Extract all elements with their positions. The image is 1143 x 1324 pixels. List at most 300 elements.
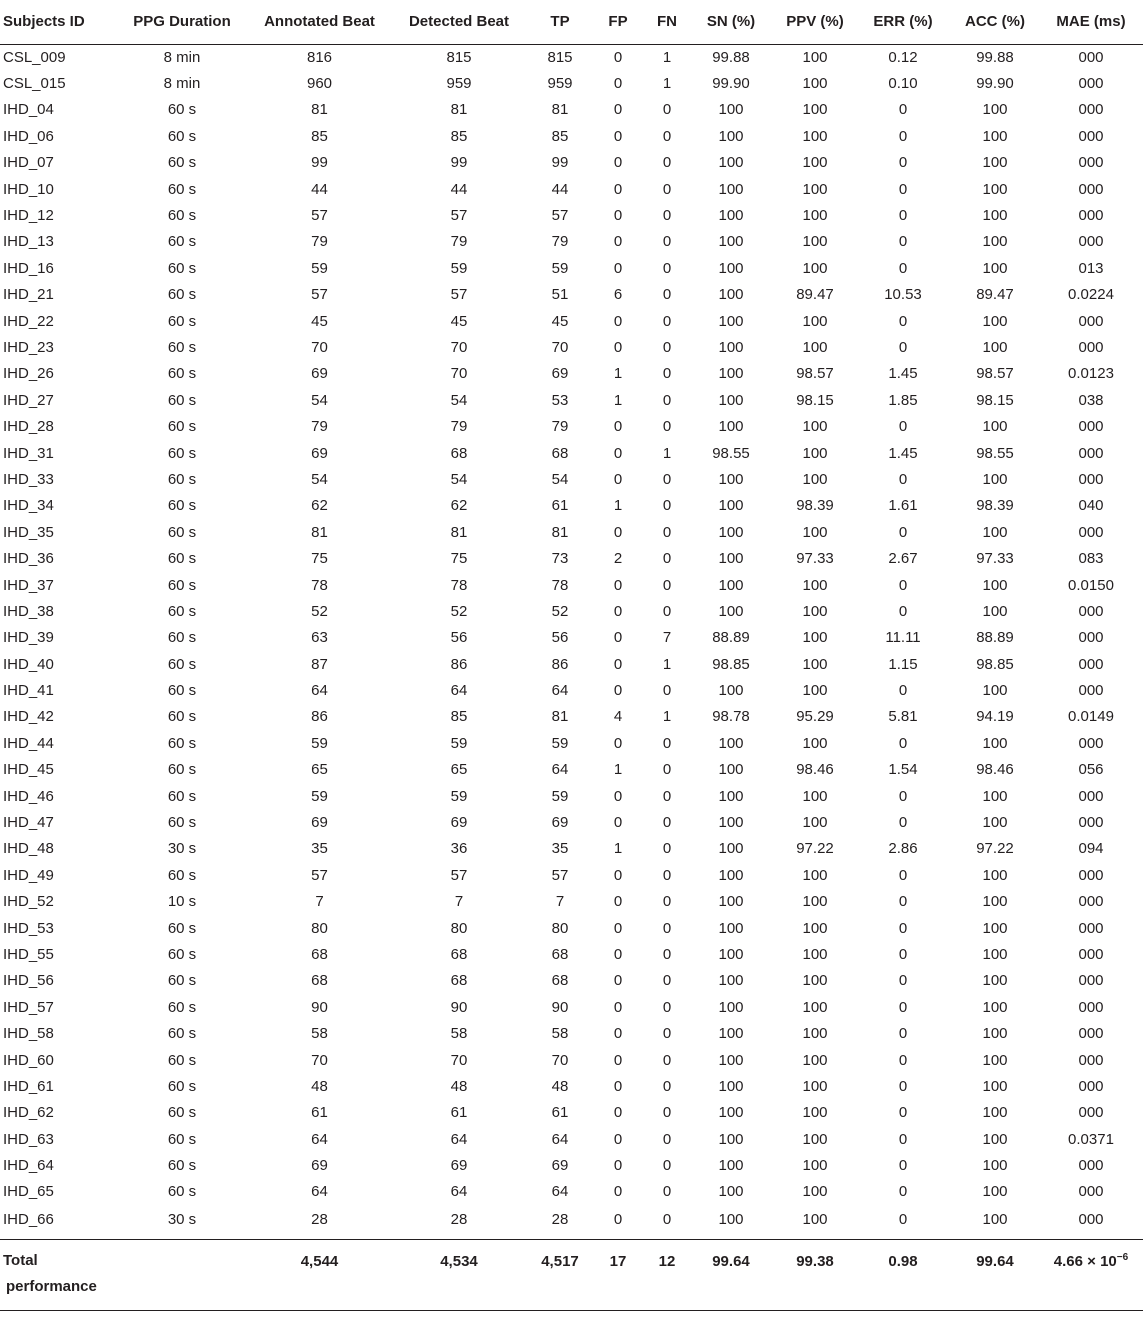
table-row — [0, 334, 1143, 360]
table-cell: 100 — [982, 127, 1008, 145]
table-cell: 100 — [982, 998, 1008, 1016]
table-cell: 0 — [662, 761, 672, 779]
table-cell: 60 s — [167, 814, 197, 832]
table-cell: 0 — [662, 1130, 672, 1148]
table-cell: 100 — [982, 233, 1008, 251]
table-cell: 94.19 — [976, 708, 1014, 726]
table-cell: 60 s — [167, 233, 197, 251]
table-cell: 100 — [718, 127, 744, 145]
table-cell: 64 — [551, 1183, 569, 1201]
table-cell: 4 — [613, 708, 623, 726]
table-cell: 0 — [898, 523, 908, 541]
table-cell: IHD_63 — [3, 1130, 54, 1148]
table-row — [0, 176, 1143, 202]
table-cell: 60 s — [167, 972, 197, 990]
table-cell: 64 — [551, 761, 569, 779]
table-cell: 59 — [311, 734, 328, 752]
table-cell: 100 — [982, 866, 1008, 884]
column-header: ERR (%) — [855, 0, 951, 44]
table-cell: 79 — [450, 233, 468, 251]
total-err: 0.98 — [855, 1239, 951, 1310]
table-cell: 000 — [1078, 101, 1104, 119]
table-cell: 000 — [1078, 866, 1104, 884]
table-cell: IHD_34 — [3, 497, 54, 515]
table-cell: 54 — [311, 391, 328, 409]
table-cell: 1.54 — [888, 761, 918, 779]
table-cell: 62 — [450, 497, 468, 515]
table-cell: 0 — [662, 127, 672, 145]
table-cell: 60 s — [167, 259, 197, 277]
table-cell: 100 — [802, 154, 828, 172]
table-cell: 000 — [1078, 1183, 1104, 1201]
table-cell: 100 — [718, 154, 744, 172]
table-cell: 60 s — [167, 444, 197, 462]
table-cell: 000 — [1078, 1211, 1104, 1229]
table-cell: IHD_36 — [3, 550, 54, 568]
table-cell: 0 — [613, 1130, 623, 1148]
table-cell: 0 — [898, 1183, 908, 1201]
table-cell: 70 — [551, 1051, 569, 1069]
table-cell: 60 s — [167, 523, 197, 541]
table-cell: 35 — [551, 840, 569, 858]
table-cell: 013 — [1078, 259, 1104, 277]
table-cell: 60 s — [167, 1104, 197, 1122]
table-cell: 100 — [802, 1183, 828, 1201]
table-cell: IHD_61 — [3, 1077, 54, 1095]
table-cell: 000 — [1078, 127, 1104, 145]
table-cell: 100 — [718, 180, 744, 198]
table-cell: 52 — [450, 602, 468, 620]
table-cell: 0 — [898, 893, 908, 911]
table-cell: 0 — [662, 787, 672, 805]
table-cell: 0 — [662, 338, 672, 356]
table-cell: 79 — [311, 233, 328, 251]
table-cell: IHD_53 — [3, 919, 54, 937]
table-cell: 100 — [802, 814, 828, 832]
table-cell: 0 — [898, 418, 908, 436]
table-cell: 0 — [613, 338, 623, 356]
table-cell: 100 — [718, 972, 744, 990]
table-cell: 0 — [898, 180, 908, 198]
table-cell: 98.85 — [712, 655, 750, 673]
table-cell: 100 — [802, 787, 828, 805]
table-cell: 100 — [802, 1104, 828, 1122]
table-cell: IHD_16 — [3, 259, 54, 277]
table-cell: 959 — [446, 75, 472, 93]
table-cell: 98.78 — [712, 708, 750, 726]
table-cell: IHD_04 — [3, 101, 54, 119]
table-cell: 000 — [1078, 1157, 1104, 1175]
total-tp: 4,517 — [531, 1239, 589, 1310]
table-row — [0, 994, 1143, 1020]
table-cell: 0 — [898, 338, 908, 356]
table-cell: IHD_13 — [3, 233, 54, 251]
table-cell: 000 — [1078, 444, 1104, 462]
table-row — [0, 1100, 1143, 1126]
table-row — [0, 704, 1143, 730]
table-cell: 816 — [306, 48, 333, 66]
table-cell: 78 — [551, 576, 569, 594]
table-cell: 100 — [802, 576, 828, 594]
table-cell: 64 — [551, 682, 569, 700]
table-cell: 61 — [311, 1104, 328, 1122]
table-cell: 100 — [982, 602, 1008, 620]
table-cell: 000 — [1078, 787, 1104, 805]
table-cell: 28 — [311, 1211, 328, 1229]
table-cell: 0 — [662, 840, 672, 858]
table-cell: 98.85 — [976, 655, 1014, 673]
table-cell: 0 — [613, 127, 623, 145]
table-cell: 59 — [450, 787, 468, 805]
table-cell: 57 — [450, 866, 468, 884]
table-cell: 60 s — [167, 365, 197, 383]
table-cell: 86 — [311, 708, 328, 726]
table-cell: 1.45 — [888, 444, 918, 462]
table-cell: 99 — [450, 154, 468, 172]
table-cell: IHD_57 — [3, 998, 54, 1016]
table-cell: 0 — [613, 1077, 623, 1095]
table-cell: 0 — [613, 1051, 623, 1069]
table-cell: 0 — [613, 418, 623, 436]
table-cell: 10.53 — [884, 286, 922, 304]
total-duration — [112, 1239, 252, 1310]
table-cell: 58 — [450, 1025, 468, 1043]
table-cell: 000 — [1078, 154, 1104, 172]
table-cell: IHD_23 — [3, 338, 54, 356]
table-cell: 100 — [802, 1130, 828, 1148]
table-cell: 70 — [450, 365, 468, 383]
table-cell: 0 — [898, 972, 908, 990]
table-cell: 100 — [802, 945, 828, 963]
table-cell: 0 — [898, 787, 908, 805]
table-cell: 89.47 — [796, 286, 834, 304]
table-cell: 100 — [802, 866, 828, 884]
total-acc: 99.64 — [951, 1239, 1039, 1310]
table-cell: IHD_10 — [3, 180, 54, 198]
table-cell: 97.33 — [796, 550, 834, 568]
table-cell: 60 s — [167, 391, 197, 409]
table-cell: 60 s — [167, 207, 197, 225]
table-row — [0, 97, 1143, 123]
table-row — [0, 836, 1143, 862]
table-row — [0, 757, 1143, 783]
table-cell: 100 — [982, 154, 1008, 172]
table-row — [0, 862, 1143, 888]
table-cell: 0 — [662, 286, 672, 304]
table-cell: 44 — [551, 180, 569, 198]
table-cell: 815 — [547, 48, 573, 66]
table-cell: IHD_47 — [3, 814, 54, 832]
table-cell: 100 — [718, 101, 744, 119]
table-cell: 98.57 — [796, 365, 834, 383]
table-cell: 100 — [982, 1025, 1008, 1043]
table-cell: 100 — [982, 893, 1008, 911]
table-cell: 100 — [802, 233, 828, 251]
table-cell: 52 — [551, 602, 569, 620]
table-cell: 100 — [802, 259, 828, 277]
table-cell: 60 s — [167, 998, 197, 1016]
table-cell: 100 — [718, 259, 744, 277]
table-cell: 79 — [311, 418, 328, 436]
column-header: Detected Beat — [387, 0, 531, 44]
total-fn: 12 — [647, 1239, 687, 1310]
table-cell: 65 — [450, 761, 468, 779]
column-header: PPV (%) — [775, 0, 855, 44]
table-row — [0, 493, 1143, 519]
table-cell: 100 — [802, 734, 828, 752]
table-cell: 59 — [311, 259, 328, 277]
table-cell: 100 — [982, 814, 1008, 832]
column-header: FP — [589, 0, 647, 44]
table-cell: 99.90 — [712, 75, 750, 93]
table-cell: 094 — [1078, 840, 1104, 858]
table-cell: 69 — [311, 1157, 328, 1175]
table-cell: IHD_22 — [3, 312, 54, 330]
table-cell: 85 — [551, 127, 569, 145]
table-cell: 100 — [718, 945, 744, 963]
table-cell: 0 — [662, 1104, 672, 1122]
table-cell: 100 — [718, 523, 744, 541]
table-cell: 60 s — [167, 919, 197, 937]
table-cell: 100 — [802, 602, 828, 620]
table-cell: 89.47 — [976, 286, 1014, 304]
table-cell: 99 — [551, 154, 569, 172]
table-cell: 0 — [662, 1157, 672, 1175]
table-cell: 0.12 — [888, 48, 918, 66]
table-cell: 0 — [662, 602, 672, 620]
table-cell: 0 — [898, 233, 908, 251]
table-cell: 28 — [450, 1211, 468, 1229]
table-cell: 78 — [450, 576, 468, 594]
table-cell: 0 — [613, 75, 623, 93]
table-cell: 100 — [718, 761, 744, 779]
table-cell: 0 — [898, 207, 908, 225]
table-cell: 000 — [1078, 1025, 1104, 1043]
table-cell: 100 — [982, 1104, 1008, 1122]
table-cell: 57 — [311, 207, 328, 225]
table-cell: IHD_06 — [3, 127, 54, 145]
table-cell: 57 — [450, 286, 468, 304]
table-cell: 100 — [718, 919, 744, 937]
table-cell: 44 — [311, 180, 328, 198]
table-cell: 79 — [551, 233, 569, 251]
table-cell: 0 — [662, 154, 672, 172]
table-cell: 100 — [802, 655, 828, 673]
table-cell: 0 — [898, 127, 908, 145]
table-cell: 60 s — [167, 866, 197, 884]
table-cell: 0 — [662, 814, 672, 832]
table-cell: 000 — [1078, 180, 1104, 198]
table-cell: 100 — [718, 233, 744, 251]
table-row — [0, 625, 1143, 651]
table-cell: 100 — [802, 444, 828, 462]
table-cell: 44 — [450, 180, 468, 198]
table-cell: 960 — [306, 75, 333, 93]
table-cell: 0 — [898, 1157, 908, 1175]
table-cell: IHD_49 — [3, 866, 54, 884]
table-cell: 60 s — [167, 1025, 197, 1043]
table-cell: 69 — [450, 814, 468, 832]
table-cell: 0 — [898, 312, 908, 330]
table-cell: 0 — [662, 972, 672, 990]
table-cell: 0 — [613, 523, 623, 541]
table-cell: 68 — [551, 945, 569, 963]
table-cell: 0 — [898, 1025, 908, 1043]
table-cell: 36 — [450, 840, 468, 858]
table-cell: 100 — [982, 180, 1008, 198]
table-cell: 60 s — [167, 1051, 197, 1069]
table-cell: 85 — [311, 127, 328, 145]
header-row — [0, 0, 1143, 44]
table-cell: 7 — [662, 629, 672, 647]
table-cell: 79 — [551, 418, 569, 436]
table-cell: 48 — [551, 1077, 569, 1095]
table-row — [0, 915, 1143, 941]
table-row — [0, 466, 1143, 492]
table-cell: 0.0123 — [1068, 365, 1114, 383]
total-detected: 4,534 — [387, 1239, 531, 1310]
table-cell: 100 — [718, 893, 744, 911]
table-cell: 0 — [613, 233, 623, 251]
table-cell: 0 — [662, 470, 672, 488]
table-cell: 6 — [613, 286, 623, 304]
total-annotated: 4,544 — [252, 1239, 387, 1310]
table-row — [0, 545, 1143, 571]
table-cell: 100 — [982, 1211, 1008, 1229]
table-cell: 0 — [613, 1157, 623, 1175]
table-cell: 100 — [982, 1077, 1008, 1095]
table-cell: 80 — [551, 919, 569, 937]
table-cell: 100 — [718, 1025, 744, 1043]
table-cell: 0 — [662, 312, 672, 330]
table-cell: 99 — [311, 154, 328, 172]
table-cell: 81 — [311, 101, 328, 119]
table-cell: 100 — [718, 550, 744, 568]
table-cell: 0 — [613, 1211, 623, 1229]
table-cell: 100 — [982, 1051, 1008, 1069]
table-cell: 000 — [1078, 682, 1104, 700]
table-cell: 57 — [311, 286, 328, 304]
table-cell: 60 s — [167, 655, 197, 673]
table-cell: IHD_55 — [3, 945, 54, 963]
table-cell: IHD_33 — [3, 470, 54, 488]
table-cell: 000 — [1078, 48, 1104, 66]
table-cell: IHD_46 — [3, 787, 54, 805]
column-header: Subjects ID — [0, 0, 112, 44]
table-cell: 0 — [662, 523, 672, 541]
table-cell: 0 — [613, 919, 623, 937]
table-cell: 1 — [613, 497, 623, 515]
table-cell: 35 — [311, 840, 328, 858]
table-cell: 0 — [898, 1104, 908, 1122]
table-cell: 0 — [662, 365, 672, 383]
table-cell: 000 — [1078, 972, 1104, 990]
table-cell: 0 — [613, 207, 623, 225]
table-cell: 0.0150 — [1068, 576, 1114, 594]
table-cell: 100 — [982, 682, 1008, 700]
table-cell: 000 — [1078, 1104, 1104, 1122]
table-cell: 1 — [662, 48, 672, 66]
table-cell: 56 — [551, 629, 569, 647]
table-cell: 61 — [450, 1104, 468, 1122]
table-cell: 0 — [613, 893, 623, 911]
table-cell: 0 — [898, 866, 908, 884]
table-row — [0, 809, 1143, 835]
table-cell: 0 — [898, 814, 908, 832]
table-row — [0, 1126, 1143, 1152]
table-cell: 63 — [311, 629, 328, 647]
table-cell: 1.61 — [888, 497, 918, 515]
table-cell: 0 — [662, 945, 672, 963]
table-cell: 0 — [898, 1130, 908, 1148]
table-cell: 98.15 — [796, 391, 834, 409]
table-cell: 0 — [613, 154, 623, 172]
table-cell: 000 — [1078, 418, 1104, 436]
table-body — [0, 44, 1143, 1239]
table-cell: 45 — [311, 312, 328, 330]
table-cell: 1 — [613, 840, 623, 858]
table-cell: 1 — [613, 761, 623, 779]
table-cell: 69 — [551, 365, 569, 383]
table-cell: 70 — [450, 1051, 468, 1069]
table-cell: 040 — [1078, 497, 1104, 515]
table-cell: 81 — [450, 101, 468, 119]
table-cell: 69 — [551, 1157, 569, 1175]
table-cell: 0 — [662, 1051, 672, 1069]
table-cell: 79 — [450, 418, 468, 436]
table-row — [0, 202, 1143, 228]
table-cell: 0 — [898, 945, 908, 963]
table-cell: 000 — [1078, 338, 1104, 356]
table-cell: 7 — [555, 893, 565, 911]
table-cell: 0 — [613, 312, 623, 330]
table-cell: 100 — [802, 312, 828, 330]
column-header: PPG Duration — [112, 0, 252, 44]
table-cell: 88.89 — [976, 629, 1014, 647]
column-header: SN (%) — [687, 0, 775, 44]
table-cell: 28 — [551, 1211, 569, 1229]
table-cell: 1 — [613, 391, 623, 409]
table-cell: 0 — [662, 998, 672, 1016]
table-cell: 100 — [718, 365, 744, 383]
table-cell: 7 — [454, 893, 464, 911]
table-cell: 98.46 — [796, 761, 834, 779]
table-cell: 100 — [718, 998, 744, 1016]
table-row — [0, 282, 1143, 308]
table-cell: 86 — [450, 655, 468, 673]
table-cell: 100 — [718, 338, 744, 356]
table-cell: 1.85 — [888, 391, 918, 409]
table-cell: 100 — [982, 1157, 1008, 1175]
total-label-line2: performance — [6, 1277, 97, 1295]
table-cell: 68 — [551, 444, 569, 462]
table-cell: IHD_38 — [3, 602, 54, 620]
table-cell: CSL_015 — [3, 75, 66, 93]
table-cell: 100 — [802, 75, 828, 93]
table-cell: 0 — [613, 945, 623, 963]
table-cell: 85 — [450, 708, 468, 726]
table-cell: 100 — [718, 1157, 744, 1175]
table-cell: 8 min — [163, 75, 201, 93]
table-cell: 90 — [311, 998, 328, 1016]
table-cell: 0 — [613, 259, 623, 277]
table-cell: 58 — [551, 1025, 569, 1043]
table-cell: 0 — [662, 919, 672, 937]
table-cell: 100 — [802, 418, 828, 436]
table-cell: 0 — [898, 602, 908, 620]
table-cell: 100 — [802, 682, 828, 700]
table-cell: 78 — [311, 576, 328, 594]
